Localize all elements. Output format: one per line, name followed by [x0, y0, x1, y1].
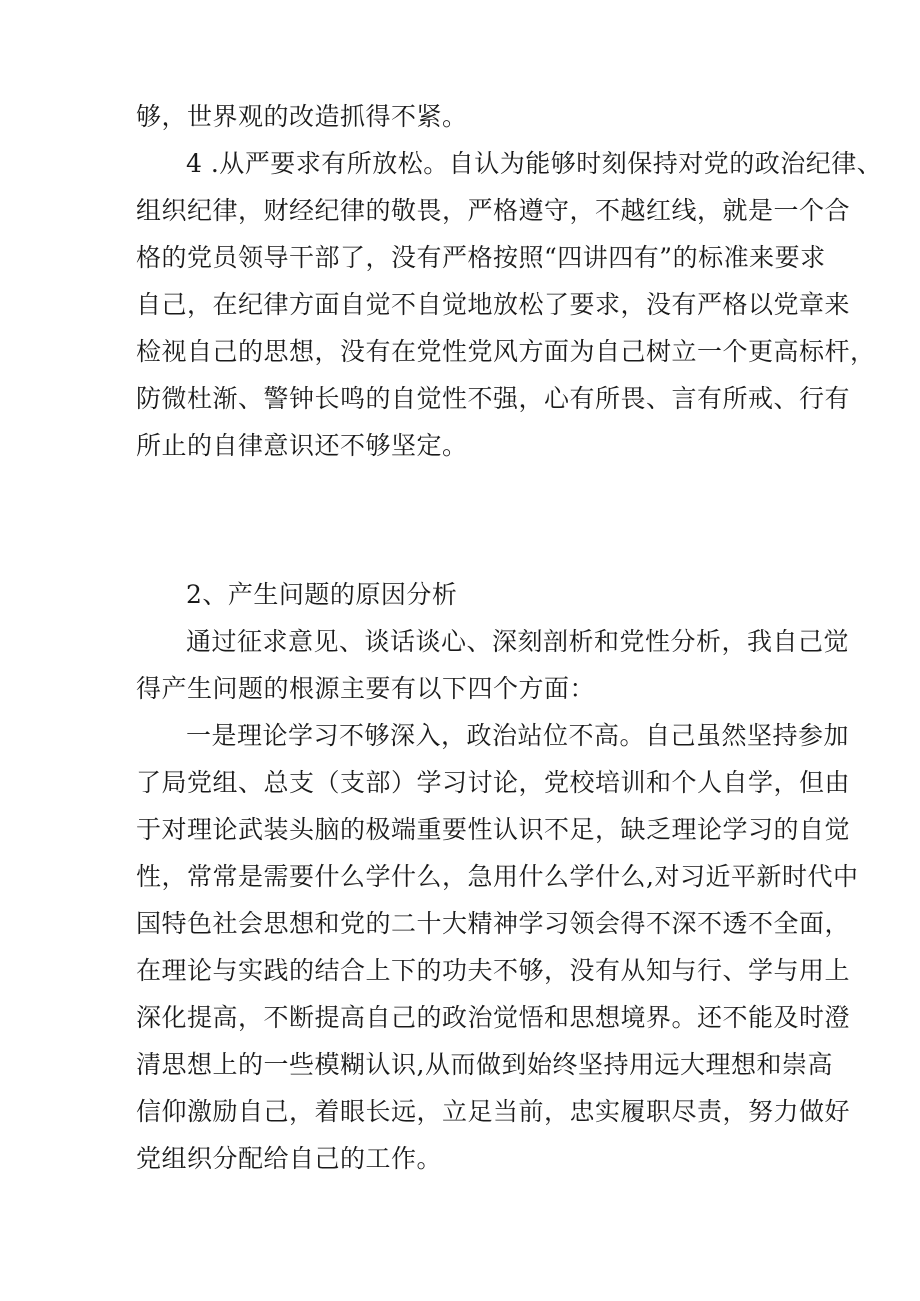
- text-line: 信仰激励自己，着眼长远，立足当前，忠实履职尽责，努力做好: [136, 1097, 851, 1126]
- text-line: 够，世界观的改造抓得不紧。: [136, 102, 468, 131]
- text-line: 检视自己的思想，没有在党性党风方面为自己树立一个更高标杆，: [136, 337, 876, 366]
- text-line: 组织纪律，财经纪律的敬畏，严格遵守，不越红线，就是一个合: [136, 196, 851, 225]
- section-heading: 2、产生问题的原因分析: [186, 580, 458, 609]
- text-line: 深化提高，不断提高自己的政治觉悟和思想境界。还不能及时澄: [136, 1003, 851, 1032]
- text-line: 自己，在纪律方面自觉不自觉地放松了要求，没有严格以党章来: [136, 290, 851, 319]
- text-line: 格的党员领导干部了，没有严格按照“四讲四有”的标准来要求: [136, 243, 826, 272]
- text-line: 所止的自律意识还不够坚定。: [136, 431, 468, 460]
- text-line: 一是理论学习不够深入，政治站位不高。自己虽然坚持参加: [186, 721, 850, 750]
- text-line: 清思想上的一些模糊认识,从而做到始终坚持用远大理想和崇高: [136, 1050, 833, 1079]
- text-line: 于对理论武装头脑的极端重要性认识不足，缺乏理论学习的自觉: [136, 815, 851, 844]
- text-line: 国特色社会思想和党的二十大精神学习领会得不深不透不全面，: [136, 909, 851, 938]
- text-line: 了局党组、总支（支部）学习讨论，党校培训和个人自学，但由: [136, 768, 851, 797]
- text-line: 4 .从严要求有所放松。自认为能够时刻保持对党的政治纪律、: [186, 149, 883, 178]
- text-line: 性，常常是需要什么学什么，急用什么学什么,对习近平新时代中: [136, 862, 859, 891]
- text-line: 党组织分配给自己的工作。: [136, 1144, 443, 1173]
- text-line: 在理论与实践的结合上下的功夫不够，没有从知与行、学与用上: [136, 956, 851, 985]
- text-line: 防微杜渐、警钟长鸣的自觉性不强，心有所畏、言有所戒、行有: [136, 384, 851, 413]
- text-line: 得产生问题的根源主要有以下四个方面：: [136, 674, 596, 703]
- text-line: 通过征求意见、谈话谈心、深刻剖析和党性分析，我自己觉: [186, 627, 850, 656]
